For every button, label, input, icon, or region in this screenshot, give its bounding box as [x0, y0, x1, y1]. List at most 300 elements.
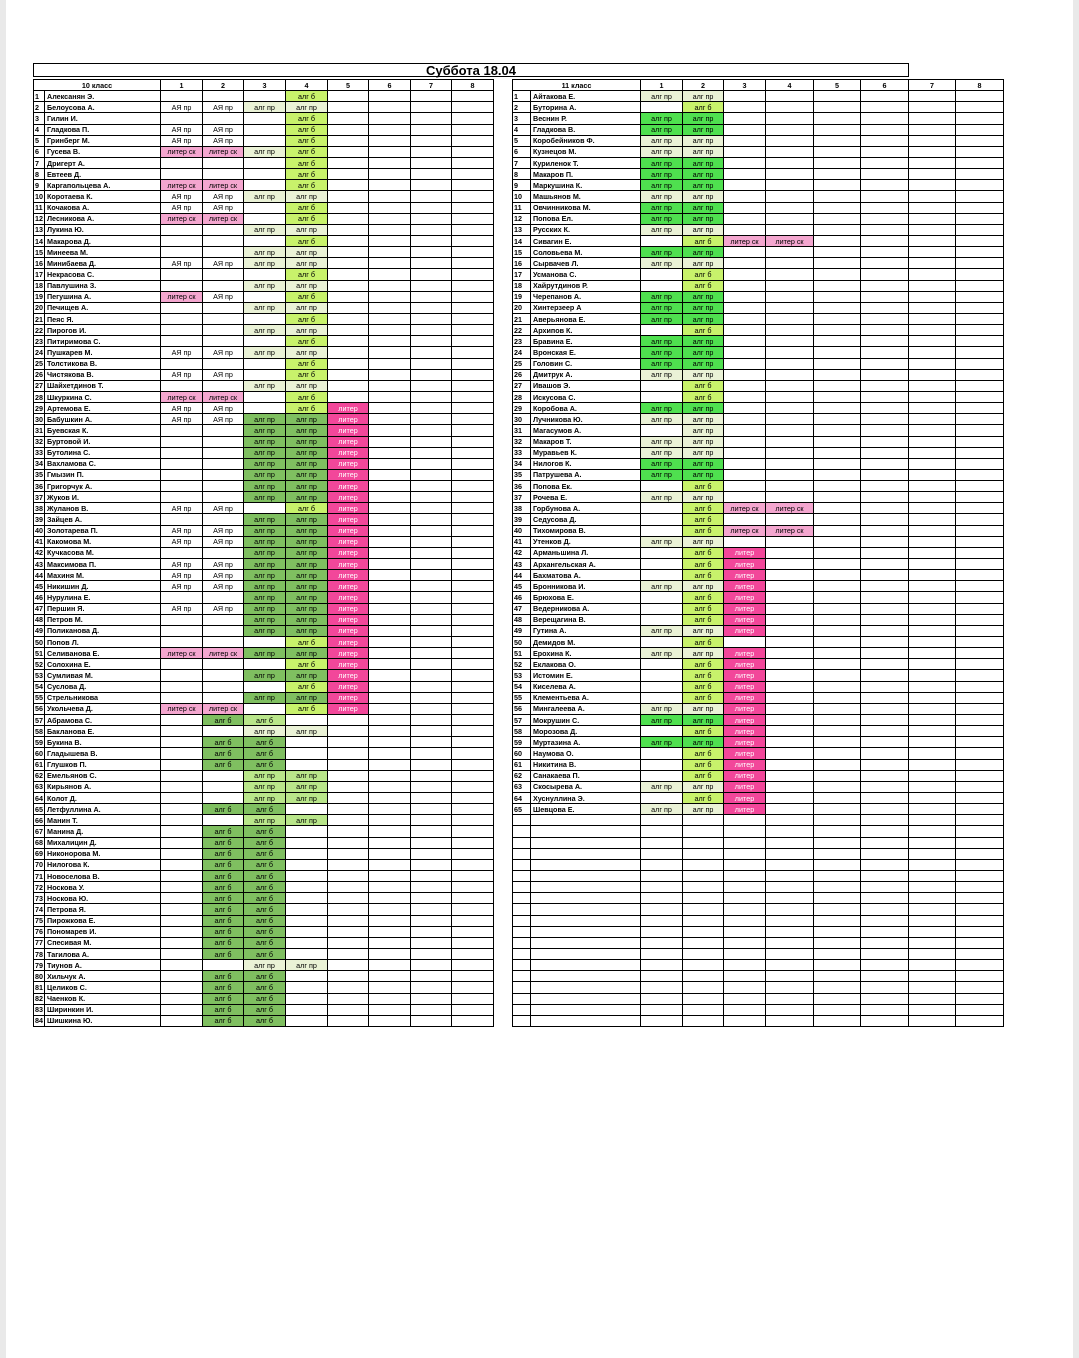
student-row [513, 481, 1004, 492]
lesson-cell [956, 559, 1004, 570]
lesson-cell [909, 313, 956, 324]
student-row [513, 570, 1004, 581]
student-row [34, 414, 494, 425]
lesson-cell [411, 91, 452, 102]
empty-cell [531, 948, 641, 959]
lesson-cell [861, 180, 909, 191]
row-number: 41 [513, 536, 531, 547]
student-row [513, 603, 1004, 614]
lesson-cell: алг б [683, 670, 724, 681]
lesson-cell [244, 703, 286, 714]
lesson-cell [411, 603, 452, 614]
lesson-cell [909, 391, 956, 402]
lesson-cell: алг б [244, 904, 286, 915]
lesson-cell [452, 915, 494, 926]
lesson-cell: АЯ пр [161, 347, 203, 358]
period-header: 3 [724, 80, 766, 91]
lesson-cell [328, 993, 369, 1004]
lesson-cell: алг б [683, 102, 724, 113]
lesson-cell: литер [724, 603, 766, 614]
row-number: 44 [513, 570, 531, 581]
student-row [513, 536, 1004, 547]
student-name: Пономарев И. [45, 926, 161, 937]
lesson-cell [452, 358, 494, 369]
lesson-cell: алг пр [244, 481, 286, 492]
lesson-cell: литер [724, 570, 766, 581]
lesson-cell [286, 859, 328, 870]
lesson-cell [203, 358, 244, 369]
lesson-cell: алг пр [244, 191, 286, 202]
student-row [34, 692, 494, 703]
row-number: 60 [35, 749, 43, 758]
lesson-cell [766, 91, 814, 102]
empty-cell [814, 882, 861, 893]
row-number: 73 [35, 893, 43, 903]
student-name: Шевцова Е. [531, 804, 641, 815]
lesson-cell: литер ск [161, 648, 203, 659]
grade-10-header-row [34, 80, 494, 91]
lesson-cell [956, 659, 1004, 670]
empty-cell [861, 826, 909, 837]
lesson-cell [161, 893, 203, 904]
student-row [513, 614, 1004, 625]
empty-cell [814, 826, 861, 837]
row-number: 23 [513, 336, 531, 347]
student-row [513, 514, 1004, 525]
lesson-cell [814, 358, 861, 369]
lesson-cell [814, 547, 861, 558]
lesson-cell [203, 325, 244, 336]
lesson-cell [328, 770, 369, 781]
lesson-cell: литер [724, 748, 766, 759]
student-name: Макаров Т. [531, 436, 641, 447]
lesson-cell [411, 547, 452, 558]
lesson-cell [956, 336, 1004, 347]
lesson-cell: алг б [203, 993, 244, 1004]
lesson-cell [814, 648, 861, 659]
lesson-cell [328, 224, 369, 235]
lesson-cell [452, 1004, 494, 1015]
student-row [513, 748, 1004, 759]
lesson-cell [861, 603, 909, 614]
lesson-cell: алг пр [641, 492, 683, 503]
lesson-cell [814, 603, 861, 614]
lesson-cell [766, 547, 814, 558]
row-number: 54 [35, 682, 43, 692]
empty-cell [956, 815, 1004, 826]
empty-cell [724, 904, 766, 915]
lesson-cell [909, 458, 956, 469]
student-name: Никишин Д. [45, 581, 161, 592]
lesson-cell [161, 447, 203, 458]
lesson-cell: литер [328, 525, 369, 536]
empty-cell [814, 948, 861, 959]
lesson-cell: алг б [203, 848, 244, 859]
lesson-cell [161, 859, 203, 870]
lesson-cell [411, 670, 452, 681]
lesson-cell [203, 547, 244, 558]
lesson-cell [956, 726, 1004, 737]
lesson-cell [909, 514, 956, 525]
student-name: Макаров П. [531, 169, 641, 180]
lesson-cell [452, 848, 494, 859]
empty-cell [531, 1015, 641, 1026]
lesson-cell [328, 893, 369, 904]
lesson-cell [814, 804, 861, 815]
lesson-cell [369, 893, 411, 904]
empty-cell [724, 926, 766, 937]
lesson-cell [909, 358, 956, 369]
lesson-cell [286, 882, 328, 893]
lesson-cell [411, 391, 452, 402]
lesson-cell [161, 625, 203, 636]
student-name: Стрельникова [45, 692, 161, 703]
lesson-cell: алг б [683, 325, 724, 336]
row-number: 31 [35, 425, 43, 435]
student-row [513, 793, 1004, 804]
student-name: Скосырева А. [531, 781, 641, 792]
lesson-cell [909, 726, 956, 737]
row-number: 13 [35, 225, 43, 235]
row-number: 77 [35, 938, 43, 948]
lesson-cell [766, 781, 814, 792]
lesson-cell [369, 213, 411, 224]
lesson-cell [909, 781, 956, 792]
student-row [34, 581, 494, 592]
empty-cell [683, 904, 724, 915]
row-number: 21 [513, 313, 531, 324]
student-name: Гусева В. [45, 146, 161, 157]
row-number: 58 [513, 726, 531, 737]
lesson-cell: алг пр [244, 815, 286, 826]
lesson-cell [452, 637, 494, 648]
lesson-cell [369, 915, 411, 926]
student-row [513, 648, 1004, 659]
row-number: 16 [513, 258, 531, 269]
lesson-cell [328, 1004, 369, 1015]
lesson-cell [861, 458, 909, 469]
lesson-cell [861, 269, 909, 280]
lesson-cell: литер [328, 536, 369, 547]
lesson-cell [203, 313, 244, 324]
student-row [513, 637, 1004, 648]
lesson-cell: алг б [244, 882, 286, 893]
student-name: Буртовой И. [45, 436, 161, 447]
lesson-cell [956, 235, 1004, 246]
lesson-cell [328, 313, 369, 324]
empty-cell [766, 904, 814, 915]
lesson-cell [369, 124, 411, 135]
lesson-cell [369, 425, 411, 436]
lesson-cell [861, 536, 909, 547]
lesson-cell [861, 247, 909, 258]
empty-cell [766, 948, 814, 959]
student-name: Горбунова А. [531, 503, 641, 514]
empty-cell [956, 971, 1004, 982]
lesson-cell [909, 347, 956, 358]
student-name: Архангельская А. [531, 559, 641, 570]
lesson-cell: алг пр [286, 581, 328, 592]
row-number: 64 [513, 793, 531, 804]
empty-cell [814, 848, 861, 859]
lesson-cell [161, 948, 203, 959]
lesson-cell: литер [724, 670, 766, 681]
student-name: Пеяс Я. [45, 313, 161, 324]
student-name: Хильчук А. [45, 971, 161, 982]
student-name: Кучкасова М. [45, 547, 161, 558]
lesson-cell [369, 603, 411, 614]
lesson-cell [814, 726, 861, 737]
empty-row [513, 982, 1004, 993]
row-number: 10 [35, 191, 43, 201]
lesson-cell: алг б [683, 659, 724, 670]
lesson-cell [411, 770, 452, 781]
empty-cell [956, 1015, 1004, 1026]
empty-row [513, 1015, 1004, 1026]
empty-cell [513, 826, 531, 837]
period-header: 1 [161, 80, 203, 91]
period-header: 7 [909, 80, 956, 91]
lesson-cell: АЯ пр [203, 536, 244, 547]
student-row [34, 447, 494, 458]
period-header: 7 [411, 80, 452, 91]
lesson-cell [766, 603, 814, 614]
student-name: Еклакова О. [531, 659, 641, 670]
lesson-cell [369, 436, 411, 447]
lesson-cell [452, 146, 494, 157]
lesson-cell [909, 481, 956, 492]
student-name: Бронникова И. [531, 581, 641, 592]
lesson-cell: литер [328, 458, 369, 469]
student-row [513, 369, 1004, 380]
lesson-cell [369, 247, 411, 258]
lesson-cell: АЯ пр [161, 536, 203, 547]
lesson-cell: алг б [286, 235, 328, 246]
lesson-cell [369, 670, 411, 681]
row-number: 38 [35, 503, 43, 513]
lesson-cell: литер [328, 447, 369, 458]
lesson-cell [452, 102, 494, 113]
lesson-cell: алг пр [683, 403, 724, 414]
lesson-cell [452, 235, 494, 246]
lesson-cell [328, 948, 369, 959]
empty-cell [513, 971, 531, 982]
row-number: 15 [35, 247, 43, 257]
lesson-cell: алг пр [244, 436, 286, 447]
lesson-cell [411, 247, 452, 258]
lesson-cell [411, 169, 452, 180]
lesson-cell [452, 781, 494, 792]
empty-cell [766, 870, 814, 881]
lesson-cell [909, 124, 956, 135]
student-name: Махиня М. [45, 570, 161, 581]
empty-cell [724, 948, 766, 959]
lesson-cell [766, 258, 814, 269]
lesson-cell [909, 180, 956, 191]
lesson-cell [369, 492, 411, 503]
lesson-cell [452, 559, 494, 570]
lesson-cell: алг пр [244, 726, 286, 737]
lesson-cell: АЯ пр [161, 124, 203, 135]
student-name: Санакаева П. [531, 770, 641, 781]
lesson-cell [724, 325, 766, 336]
lesson-cell [328, 904, 369, 915]
row-number: 40 [35, 526, 43, 536]
lesson-cell [161, 759, 203, 770]
lesson-cell [328, 971, 369, 982]
lesson-cell [909, 447, 956, 458]
lesson-cell [411, 269, 452, 280]
row-number: 4 [34, 124, 45, 135]
empty-cell [531, 859, 641, 870]
row-number: 57 [513, 715, 531, 726]
row-number: 54 [513, 681, 531, 692]
empty-cell [724, 815, 766, 826]
empty-cell [513, 982, 531, 993]
empty-cell [814, 837, 861, 848]
lesson-cell: алг пр [641, 369, 683, 380]
lesson-cell [286, 870, 328, 881]
empty-cell [861, 993, 909, 1004]
row-number: 49 [513, 625, 531, 636]
lesson-cell [909, 648, 956, 659]
lesson-cell: алг б [683, 770, 724, 781]
lesson-cell: АЯ пр [161, 525, 203, 536]
lesson-cell [369, 681, 411, 692]
lesson-cell: литер [328, 637, 369, 648]
lesson-cell [861, 703, 909, 714]
empty-cell [861, 893, 909, 904]
lesson-cell: алг б [203, 1004, 244, 1015]
lesson-cell: литер [724, 737, 766, 748]
student-name: Рочева Е. [531, 492, 641, 503]
student-row [513, 681, 1004, 692]
lesson-cell: алг пр [641, 804, 683, 815]
lesson-cell [909, 191, 956, 202]
lesson-cell: алг б [203, 937, 244, 948]
lesson-cell: алг б [683, 748, 724, 759]
lesson-cell [909, 146, 956, 157]
lesson-cell: алг б [683, 481, 724, 492]
row-number: 25 [513, 358, 531, 369]
lesson-cell [956, 748, 1004, 759]
lesson-cell: алг б [286, 369, 328, 380]
row-number: 84 [35, 1016, 43, 1026]
empty-cell [909, 937, 956, 948]
lesson-cell [641, 770, 683, 781]
student-name: Ширинкин И. [45, 1004, 161, 1015]
lesson-cell [369, 391, 411, 402]
row-number: 37 [35, 492, 43, 502]
lesson-cell [369, 91, 411, 102]
row-number: 1 [513, 91, 531, 102]
lesson-cell [328, 380, 369, 391]
lesson-cell [411, 1015, 452, 1026]
lesson-cell [956, 770, 1004, 781]
lesson-cell: литер [724, 703, 766, 714]
lesson-cell [814, 793, 861, 804]
lesson-cell [452, 525, 494, 536]
student-name: Утенков Д. [531, 536, 641, 547]
lesson-cell: алг пр [683, 258, 724, 269]
lesson-cell: алг пр [286, 447, 328, 458]
lesson-cell: алг пр [683, 358, 724, 369]
lesson-cell: алг пр [286, 280, 328, 291]
lesson-cell [452, 447, 494, 458]
student-row [34, 1004, 494, 1015]
lesson-cell [909, 637, 956, 648]
student-name: Машьянов М. [531, 191, 641, 202]
lesson-cell [956, 804, 1004, 815]
lesson-cell: алг пр [641, 414, 683, 425]
lesson-cell [724, 414, 766, 425]
lesson-cell [452, 481, 494, 492]
lesson-cell [411, 893, 452, 904]
lesson-cell [909, 258, 956, 269]
lesson-cell: алг пр [683, 469, 724, 480]
lesson-cell [956, 481, 1004, 492]
row-number: 28 [35, 392, 43, 402]
lesson-cell: алг пр [244, 536, 286, 547]
lesson-cell: алг пр [286, 436, 328, 447]
student-row [34, 180, 494, 191]
lesson-cell [328, 870, 369, 881]
lesson-cell [766, 213, 814, 224]
empty-cell [956, 837, 1004, 848]
lesson-cell: АЯ пр [161, 102, 203, 113]
student-name: Веснин Р. [531, 113, 641, 124]
lesson-cell [411, 458, 452, 469]
empty-row [513, 926, 1004, 937]
lesson-cell [814, 637, 861, 648]
lesson-cell: алг б [286, 703, 328, 714]
lesson-cell: алг пр [683, 458, 724, 469]
lesson-cell [766, 157, 814, 168]
lesson-cell [411, 971, 452, 982]
student-row [34, 715, 494, 726]
lesson-cell: алг пр [641, 157, 683, 168]
lesson-cell [724, 135, 766, 146]
lesson-cell: алг пр [641, 146, 683, 157]
lesson-cell [452, 659, 494, 670]
lesson-cell: алг пр [286, 102, 328, 113]
lesson-cell [909, 325, 956, 336]
lesson-cell [411, 737, 452, 748]
lesson-cell [452, 592, 494, 603]
lesson-cell [369, 648, 411, 659]
empty-cell [814, 971, 861, 982]
lesson-cell [411, 124, 452, 135]
lesson-cell [244, 269, 286, 280]
lesson-cell [286, 948, 328, 959]
row-number: 49 [35, 626, 43, 636]
student-name: Дригерт А. [45, 157, 161, 168]
lesson-cell [328, 325, 369, 336]
lesson-cell [161, 269, 203, 280]
student-name: Шкуркина С. [45, 391, 161, 402]
empty-cell [683, 893, 724, 904]
student-row [34, 235, 494, 246]
student-row [513, 447, 1004, 458]
lesson-cell [452, 380, 494, 391]
lesson-cell: алг пр [641, 202, 683, 213]
lesson-cell: алг пр [244, 960, 286, 971]
lesson-cell [161, 904, 203, 915]
student-name: Буторина А. [531, 102, 641, 113]
empty-cell [814, 1015, 861, 1026]
lesson-cell [244, 358, 286, 369]
lesson-cell: алг пр [244, 425, 286, 436]
